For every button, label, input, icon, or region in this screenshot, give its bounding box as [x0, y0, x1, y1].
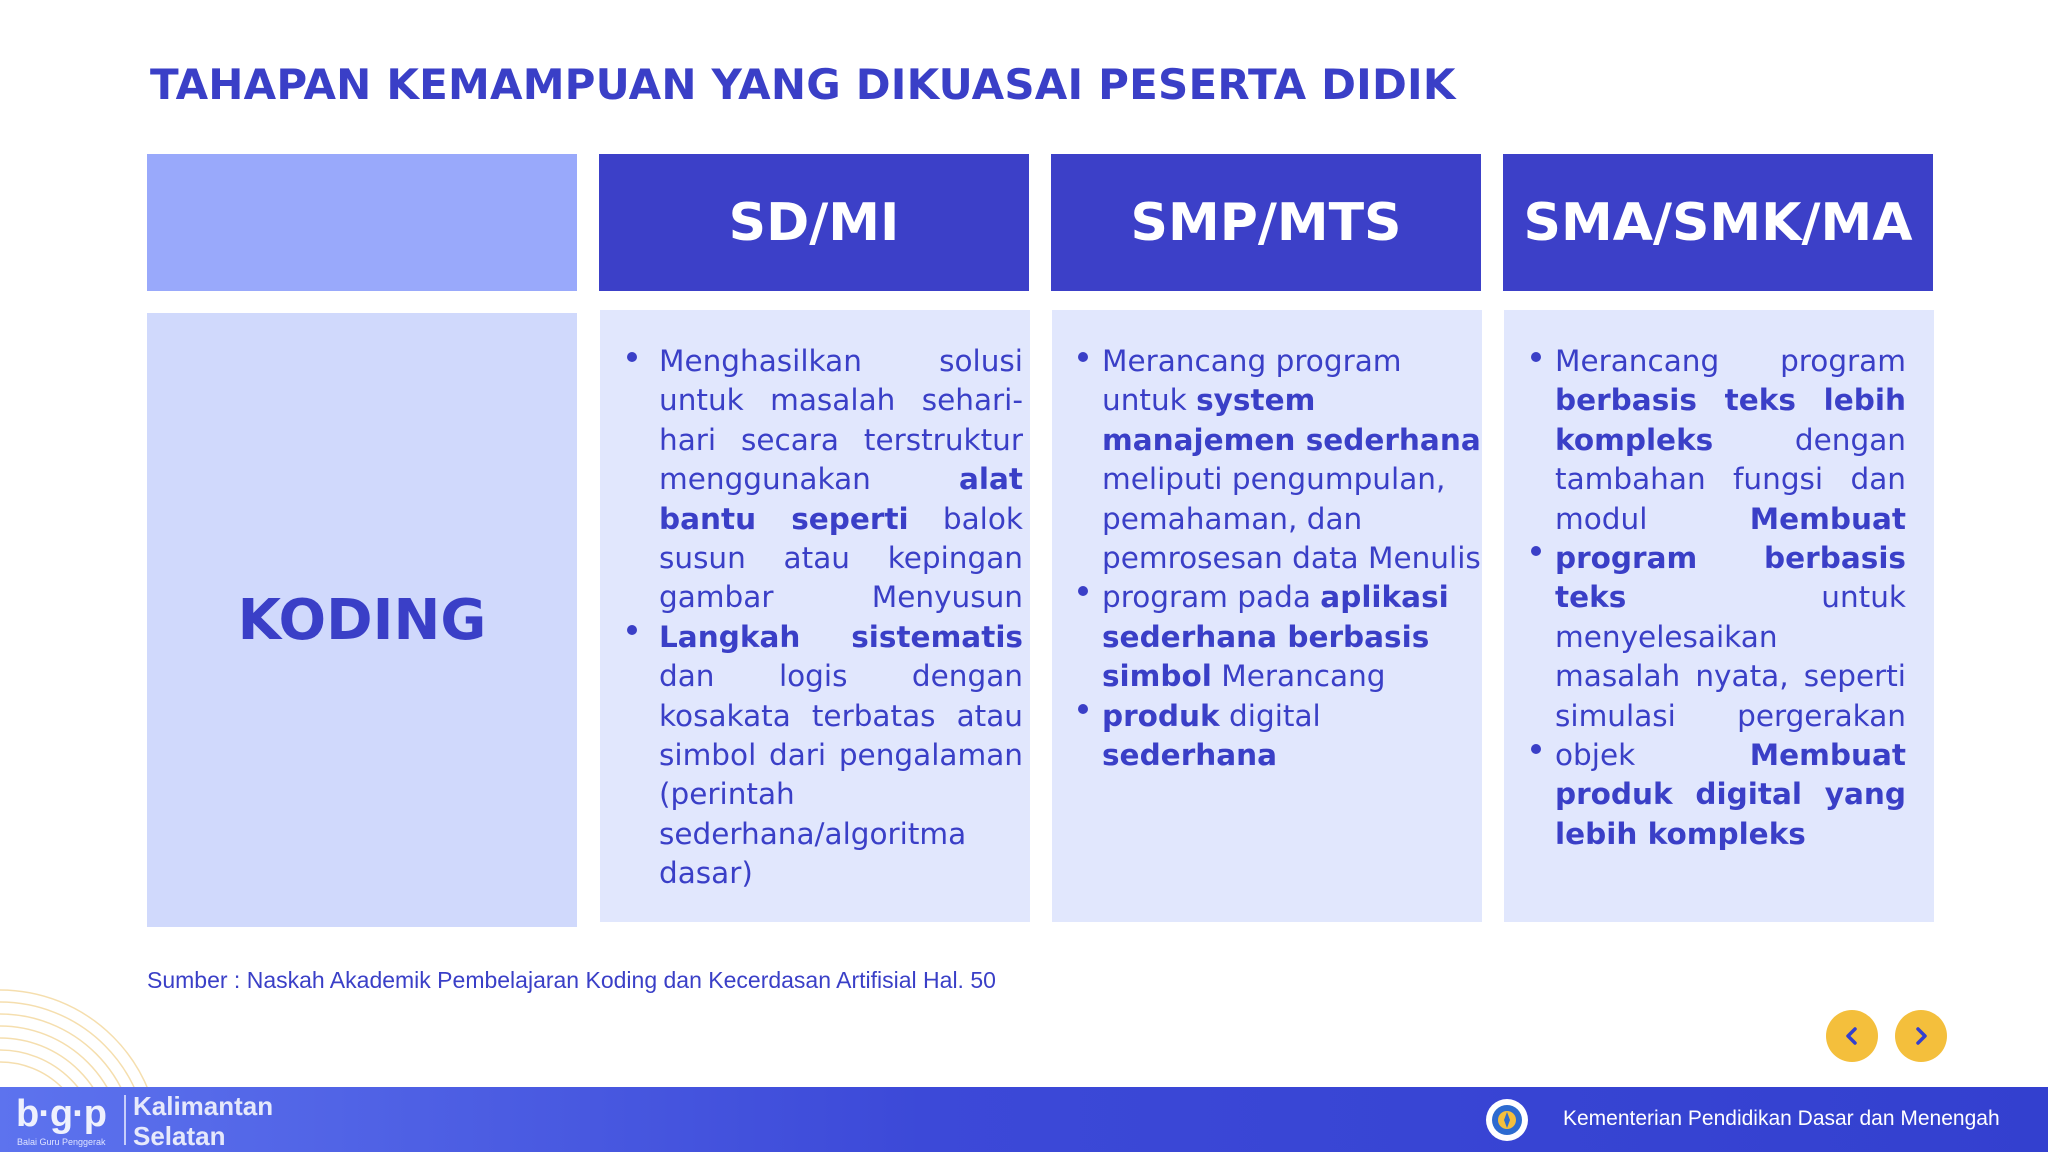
cell-smp-text: Merancang program untuk system manajemen sederhana meliputi pengumpulan, pemahaman, dan pemrosesan data Menulis program pada aplikasi sederhana berbasis simbol Merancang produk digital sederhana — [1102, 344, 1481, 773]
next-slide-button[interactable] — [1895, 1010, 1947, 1062]
previous-slide-button[interactable] — [1826, 1010, 1878, 1062]
chevron-right-icon — [1910, 1025, 1932, 1047]
bullet — [1531, 744, 1541, 754]
source-citation: Sumber : Naskah Akademik Pembelajaran Koding dan Kecerdasan Artifisial Hal. 50 — [147, 967, 996, 993]
footer-bar — [0, 1087, 2048, 1152]
bullet — [1531, 546, 1541, 556]
bgp-logo: b·g·p — [16, 1093, 106, 1135]
region-line-1: Kalimantan — [133, 1091, 274, 1121]
bgp-logo-subtitle: Balai Guru Penggerak — [17, 1137, 106, 1147]
bullet — [1078, 352, 1088, 362]
bullet — [627, 625, 637, 635]
logo-divider — [124, 1095, 126, 1145]
cell-sd-text: Menghasilkan solusi untuk masalah sehari- hari secara terstruktur menggunakan alat bantu seperti balok susun atau kepingan gambar Menyusun Langkah sistematis dan logis dengan kosakata terbatas atau simbol dari pengalaman (perintah sederhana/algoritma dasar) — [659, 344, 1023, 891]
ministry-emblem-icon — [1486, 1099, 1528, 1141]
cell-sma — [1504, 310, 1934, 922]
chevron-left-icon — [1841, 1025, 1863, 1047]
region-line-2: Selatan — [133, 1121, 226, 1151]
ministry-name: Kementerian Pendidikan Dasar dan Menengah — [1563, 1107, 2000, 1130]
header-blank-cell — [147, 154, 577, 291]
bullet — [1531, 352, 1541, 362]
column-header-sma: SMA/SMK/MA — [1503, 154, 1933, 291]
slide-title: TAHAPAN KEMAMPUAN YANG DIKUASAI PESERTA DIDIK — [150, 60, 1456, 109]
region-name — [133, 1091, 273, 1151]
bullet — [627, 352, 637, 362]
cell-sma-text: Merancang program berbasis teks lebih kompleks dengan tambahan fungsi dan modul Membuat program berbasis teks untuk menyelesaikan masalah nyata, seperti simulasi pergerakan objek Membuat produk digital yang lebih kompleks — [1555, 344, 1906, 851]
column-header-sd: SD/MI — [599, 154, 1029, 291]
bullet — [1078, 704, 1088, 714]
cell-smp — [1052, 310, 1482, 922]
column-header-smp: SMP/MTS — [1051, 154, 1481, 291]
bullet — [1078, 586, 1088, 596]
row-label-koding: KODING — [147, 313, 577, 927]
cell-sd — [600, 310, 1030, 922]
